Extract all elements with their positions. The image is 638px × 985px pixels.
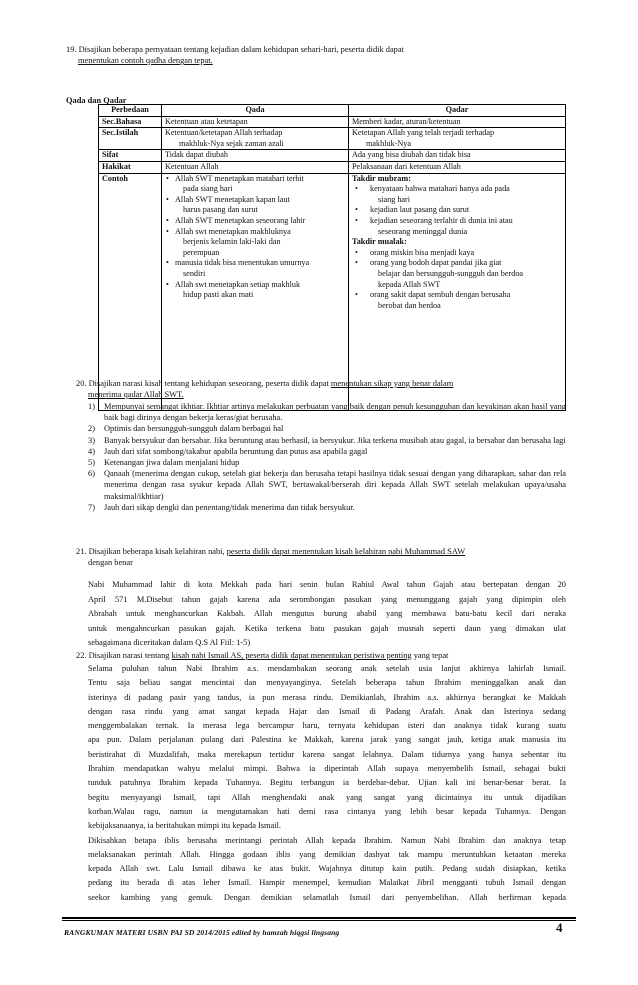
list-item-line: • kejadian laut pasang dan surut: [370, 205, 470, 215]
list-item: [88, 457, 566, 468]
muallaq-list: [352, 248, 562, 312]
qada-cell: Ketentuan Allah: [162, 161, 349, 173]
list-text: Jauh dari sifat sombong/takabur apabila beruntung dan putus asa apabila gagal: [104, 446, 368, 456]
list-item-line: belajar dan bersungguh-sungguh dan berdoa: [378, 268, 524, 278]
row-label: Hakikat: [99, 161, 162, 173]
list-item: [165, 227, 345, 259]
footer-text: RANGKUMAN MATERI USBN PAI SD 2014/2015 edited by hamzah hiqgsi lingsang: [64, 928, 340, 937]
list-item: [88, 435, 566, 446]
list-item: [165, 280, 345, 301]
list-item-line: sendiri: [183, 268, 206, 278]
list-item: [88, 423, 566, 434]
table-row: [99, 150, 566, 162]
list-item-line: • orang yang bodoh dapat pandai jika giat: [370, 258, 502, 268]
table-row: [99, 173, 566, 410]
list-item: [165, 195, 345, 216]
list-number: 6): [88, 469, 95, 479]
list-text: Mempunyai semangat ikhtiar. Ikhtiar artinya melakukan perbuatan yang baik dengan penuh kesungguhan dan keyakinan akan hasil yang baik bagi dirinya dengan bekerja keras/giat berusaha.: [104, 402, 566, 423]
list-item-line: hidup pasti akan mati: [183, 290, 254, 300]
cell-text: Ketentuan/ketetapan Allah terhadap: [165, 128, 283, 138]
qadar-cell: [349, 128, 566, 150]
q19-line2: menentukan contoh qadha dengan tepat.: [78, 56, 213, 66]
paragraph-line: begitu menyayangi Ismail, tapi Allah menghendaki anak yang sangat yang dicintainya itu untuk dijadikan: [88, 792, 566, 802]
list-item-line: harus pasang dan surut: [183, 205, 258, 215]
paragraph-line: kebijaksanaanya, ia beritahukan mimpi itu kepada Ismail.: [88, 821, 282, 831]
list-item-line: • Allah SWT menetapkan kapan laut: [175, 194, 290, 204]
header-qadar: Qadar: [349, 105, 566, 117]
paragraph-line: menggembalakan ternak. Ia merasa lega bercampur haru, ternyata kehidupan isteri dan anaknya tidak kurang suatu: [88, 721, 566, 731]
q22-paragraph: [88, 662, 566, 905]
list-text: Jauh dari sikap dengki dan penentang/tidak menerima dan tidak bersyukur.: [104, 502, 355, 512]
footer-rule-thin: [62, 920, 576, 921]
list-number: 1): [88, 402, 95, 411]
paragraph-line: korban.Walau ragu, namun ia mengutamakan hati demi rasa cintanya yang lebih besar kepada Tuhannya. Dengan: [88, 806, 566, 816]
list-item: [352, 290, 562, 311]
mubram-list: [352, 184, 562, 237]
table-row: [99, 116, 566, 128]
table-row: [99, 161, 566, 173]
cell-text: Ketetapan Allah yang telah terjadi terhadap: [352, 128, 495, 138]
list-item-line: • Allah swt menetapkan setiap makhluk: [175, 279, 301, 289]
q21-line2: dengan benar: [88, 558, 133, 568]
list-item-line: siang hari: [378, 194, 411, 204]
list-number: 2): [88, 424, 95, 434]
question-20: [76, 378, 566, 400]
list-number: 7): [88, 502, 95, 512]
list-item-line: seseorang meninggal dunia: [378, 226, 468, 236]
paragraph-line: Nabi Muhammad lahir di kota Mekkah pada hari senin bulan Rabiul Awal tahun Gajah atau bertepatan dengan 20: [88, 580, 566, 589]
q22-line1-end: yang tepat: [413, 651, 449, 660]
qada-cell: [162, 128, 349, 150]
list-item-line: kepada Allah SWT: [378, 279, 441, 289]
paragraph-line: isterinya di padang pasir yang tandus, ia pun merasa rindu. Demikianlah, Ibrahim a.s. akhirnya berangkat ke Makkah: [88, 692, 566, 702]
paragraph-line: seekor kambing yang gemuk. Dengan demikian selamatlah Ismail dari penyembelihan. Allah berfirman kepada: [88, 892, 566, 902]
q20-underlined: menentukan sikap yang benar dalam: [330, 379, 454, 388]
list-item: [165, 216, 345, 227]
list-item: [352, 258, 562, 290]
q21-underlined: peserta didik dapat menentukan kisah kelahiran nabi Muhammad SAW: [226, 547, 466, 556]
list-item-line: • kenyataan bahwa matahari hanya ada pada: [370, 184, 510, 194]
list-item: [88, 401, 566, 423]
row-label: Sifat: [99, 150, 162, 162]
paragraph-line: sebagaimana diceritakan dalam Q.S Al Fiil: 1-5): [88, 638, 251, 648]
qada-examples: [162, 173, 349, 410]
q22-line1: 22. Disajikan narasi tentang: [76, 651, 170, 660]
list-item: [165, 174, 345, 195]
list-item: [352, 216, 562, 237]
list-text: Banyak bersyukur dan bersabar. Jika beruntung atau berhasil, ia bersyukur. Jika terkena musibah atau gagal, ia bersabar dan berusaha lagi: [104, 435, 566, 445]
list-item-line: • Allah swt menetapkan makhluknya: [175, 226, 291, 236]
list-item-line: berobat dan berdoa: [378, 300, 441, 310]
q19-line1: 19. Disajikan beberapa pernyataan tentang kejadian dalam kehidupan sehari-hari, peserta didik dapat: [66, 45, 404, 54]
paragraph-line: dengan rasa rindu yang amat sangat kepada Hajar dan Ismail di Padang Arafah. Anak dan Isterinya sedang: [88, 706, 566, 716]
qada-cell: Ketentuan atau ketetapan: [162, 116, 349, 128]
question-21: [76, 546, 566, 568]
list-item: [352, 184, 562, 205]
paragraph-line: apa pun. Dalam perjalanan pulang dari Palestina ke Makkah, karena jarak yang sangat jauh, ketiga anak manusia itu: [88, 735, 566, 745]
question-19: [66, 44, 596, 66]
list-item-line: • orang miskin bisa menjadi kaya: [370, 247, 475, 257]
paragraph-line: beristirahat di Muzdalifah, maka merekapun tertidur karena sangat lelahnya. Dalam tidurnya yang hanya sebentar itu: [88, 749, 566, 759]
row-label: Sec.Bahasa: [99, 116, 162, 128]
list-item: [88, 502, 566, 513]
paragraph-line: Ibrahim mendapatkan wahyu melalui mimpi. Bahwa ia diperintah Allah supaya menyembelih Ismail, sebagai bukti: [88, 764, 566, 774]
list-item-line: • orang sakit dapat sembuh dengan berusaha: [370, 290, 511, 300]
paragraph-line: tunduk patuhnya Ibrahim kepada Tuhannya. Begitu terbangun ia berdebar-debar. Ujian kali ini benar-benar berat. Ia: [88, 778, 566, 788]
list-item-line: pada siang hari: [183, 184, 233, 194]
list-item: [352, 205, 562, 216]
list-number: 3): [88, 435, 95, 445]
paragraph-line: Tentu saja beliau sangat mencintai dan menyayanginya. Setelah beberapa tahun Ibrahim meninggalkan anak dan: [88, 678, 566, 688]
list-item: [165, 258, 345, 279]
paragraph-line: untuk mengahncurkan pasukan gajah. Ketika terkena batu pasukan gajah musnah seperti daun yang dimakan ulat: [88, 623, 566, 633]
header-perbedaan: Perbedaan: [99, 105, 162, 117]
page-number: 4: [556, 920, 563, 935]
list-item-line: berjenis kelamin laki-laki dan: [183, 237, 281, 247]
q20-line2: menerima qadar Allah SWT.: [88, 390, 184, 400]
paragraph-line: Abrahah untuk menghancurkan Kakbah. Allah mengutus burung ababil yang membawa batu-batu kecil dari neraka: [88, 609, 566, 619]
list-number: 5): [88, 458, 95, 468]
paragraph-line: melaksanakan perintah Allah. Hingga godaan iblis yang demikian dashyat tak mampu meruntuhkan ketaatan mereka: [88, 849, 566, 859]
qadar-cell: Ada yang bisa diubah dan tidak bisa: [349, 150, 566, 162]
qadar-cell: Memberi kadar, aturan/ketentuan: [349, 116, 566, 128]
list-number: 4): [88, 446, 95, 456]
q22-para1: [88, 662, 566, 834]
cell-text: makhluk-Nya: [366, 138, 412, 148]
paragraph-line: Dikisahkan betapa iblis berusaha merintangi perintah Allah kepada Ibrahim. Namun Nabi Ibrahim dan anaknya tetap: [88, 835, 566, 845]
q20-line1: 20. Disajikan narasi kisah tentang kehidupan seseorang, peserta didik dapat: [76, 379, 329, 388]
table-row: [99, 128, 566, 150]
list-item-line: • manusia tidak bisa menentukan umurnya: [175, 258, 310, 268]
footer-rule: [62, 917, 576, 919]
q21-line1: 21. Disajikan beberapa kisah kelahiran nabi,: [76, 547, 225, 556]
q22-underlined: kisah nabi Ismail AS, peserta didik dapat menentukan peristiwa penting: [171, 651, 412, 660]
q21-paragraph: [88, 578, 566, 651]
list-item: [88, 468, 566, 502]
table-header-row: [99, 105, 566, 117]
row-label: Contoh: [99, 173, 162, 410]
list-item-line: • Allah SWT menetapkan seseorang lahir: [175, 215, 306, 225]
qadar-cell: Pelaksanaan dari ketentuan Allah: [349, 161, 566, 173]
q20-list: [88, 401, 566, 513]
list-item: [352, 248, 562, 259]
q22-para2: [88, 834, 566, 905]
question-22: [76, 650, 566, 661]
row-label: Sec.Istilah: [99, 128, 162, 150]
paragraph-line: pedang itu berada di atas leher Ismail. Hampir menempel, kemudian Malaikat Jibril mengganti tubuh Ismail dengan: [88, 878, 566, 888]
mubram-title: Takdir mubram:: [352, 173, 411, 183]
qada-qadar-table: [98, 104, 566, 411]
list-text: Qanaah (menerima dengan cukup, setelah giat bekerja dan berusaha tetapi hasilnya tidak sesuai dengan yang diharapkan, sabar dan rela menerima dengan rasa syukur kepada Allah SWT, bertawakal/berserah diri kepada Allah SWT setelah melakukan upaya/usaha maksimal/ikhtiar): [104, 469, 566, 501]
qada-cell: Tidak dapat diubah: [162, 150, 349, 162]
paragraph-line: kepada Allah swt. Lalu Ismail dibawa ke atas bukit. Wajahnya ditutup kain putih. Pedang sudah disiapkan, ketika: [88, 864, 566, 874]
list-item-line: perempuan: [183, 247, 220, 257]
cell-text: makhluk-Nya sejak zaman azali: [179, 138, 284, 148]
list-item-line: • kejadian seseorang terlahir di dunia ini atau: [370, 215, 513, 225]
qadar-examples: [349, 173, 566, 410]
list-text: Optimis dan bersungguh-sungguh dalam berbagai hal: [104, 424, 284, 434]
table-title: Qada dan Qadar: [66, 96, 127, 105]
list-item: [88, 446, 566, 457]
muallaq-title: Takdir mualak:: [352, 237, 407, 247]
paragraph-line: April 571 M.Disebut tahun gajah karena ada serombongan pasukan yang menunggang gajah yang dipimpin oleh: [88, 594, 566, 604]
list-text: Ketenangan jiwa dalam menjalani hidup: [104, 458, 240, 468]
list-item-line: • Allah SWT menetapkan matahari terbit: [175, 173, 304, 183]
header-qada: Qada: [162, 105, 349, 117]
paragraph-line: Selama puluhan tahun Nabi Ibrahim a.s. mendambakan seorang anak setelah usia lanjut akhirnya lahirlah Ismail.: [88, 664, 566, 673]
